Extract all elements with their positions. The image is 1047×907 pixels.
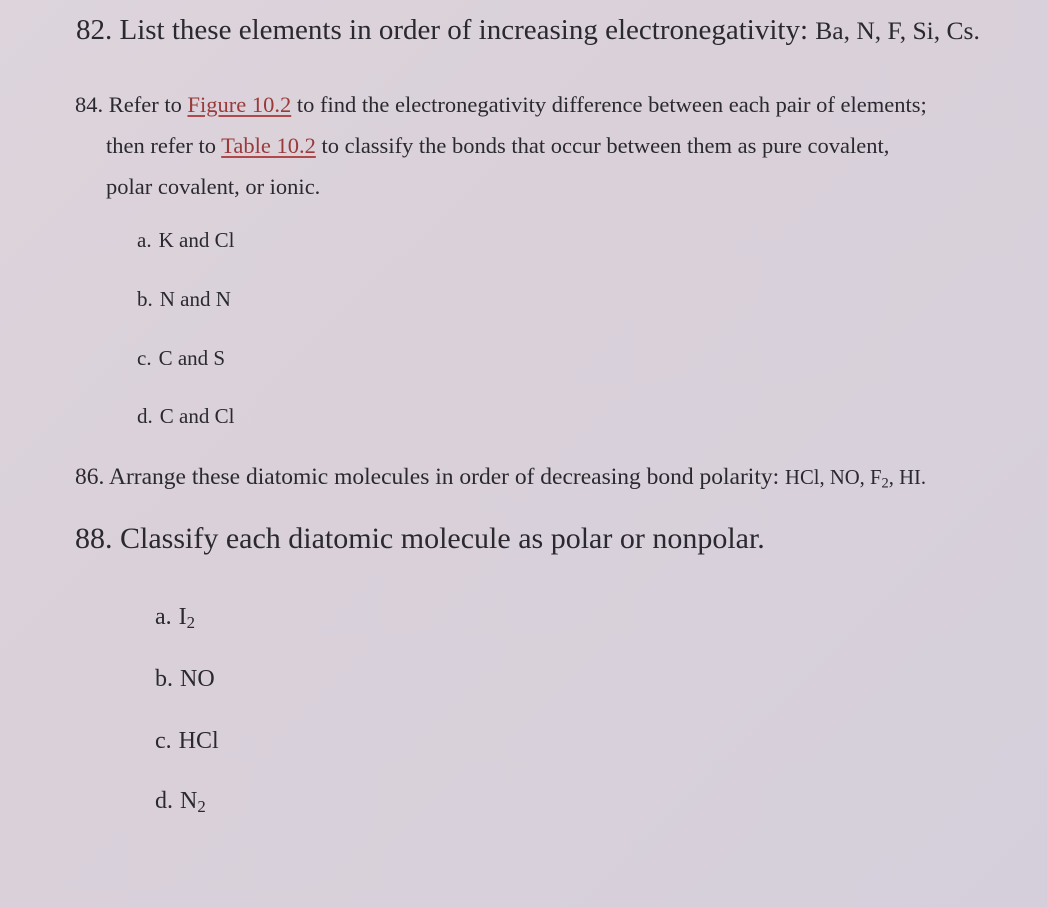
question-number: 82. [76, 14, 113, 46]
question-82 [76, 14, 980, 47]
question-line-2 [75, 125, 995, 166]
q84-option-a [137, 228, 234, 253]
option-text: HCl [178, 728, 219, 754]
question-86 [75, 464, 926, 491]
molecule-text: , HI. [888, 467, 927, 489]
option-text: I [178, 604, 187, 630]
q88-option-b [155, 666, 215, 693]
q84-option-c [137, 346, 225, 371]
molecule-text: HCl, NO, F [785, 467, 882, 489]
table-10-2-link[interactable]: Table 10.2 [221, 133, 316, 158]
option-letter: b. [137, 287, 153, 311]
question-number: 88. [75, 522, 113, 555]
question-text: Classify each diatomic molecule as polar or nonpolar. [120, 522, 765, 555]
question-84 [75, 84, 995, 207]
option-text: N and N [159, 287, 231, 311]
q84-option-d [137, 404, 234, 429]
question-line-1 [75, 92, 927, 117]
question-text: to classify the bonds that occur between them as pure covalent, [321, 133, 890, 158]
question-text: to find the electronegativity difference between each pair of elements; [296, 92, 927, 117]
subscript: 2 [197, 797, 206, 817]
question-text: Arrange these diatomic molecules in order of decreasing bond polarity: [108, 464, 780, 490]
option-text: K and Cl [158, 228, 235, 252]
question-number: 84. [75, 92, 104, 117]
question-88 [75, 522, 765, 556]
option-letter: d. [137, 404, 153, 428]
option-letter: a. [137, 228, 152, 252]
option-letter: a. [155, 604, 172, 630]
question-text: then refer to [106, 133, 216, 158]
molecule-list [785, 467, 927, 492]
question-text: Refer to [108, 92, 182, 117]
q88-option-a [155, 604, 195, 631]
q88-option-c [155, 728, 219, 755]
option-letter: d. [155, 788, 173, 814]
subscript: 2 [881, 475, 889, 492]
option-letter: c. [155, 728, 172, 754]
option-letter: b. [155, 666, 173, 692]
question-number: 86. [75, 464, 105, 490]
question-text: List these elements in order of increasing electronegativity: [119, 14, 809, 46]
option-text: C and S [158, 346, 226, 370]
figure-10-2-link[interactable]: Figure 10.2 [187, 92, 292, 117]
option-text: N [180, 788, 198, 814]
subscript: 2 [186, 613, 196, 633]
option-text: C and Cl [159, 404, 235, 428]
option-text: NO [180, 666, 215, 692]
question-line-3: polar covalent, or ionic. [106, 174, 321, 199]
option-letter: c. [137, 346, 152, 370]
q84-option-b [137, 287, 231, 312]
q88-option-d [155, 788, 206, 815]
element-list: Ba, N, F, Si, Cs. [815, 16, 980, 45]
